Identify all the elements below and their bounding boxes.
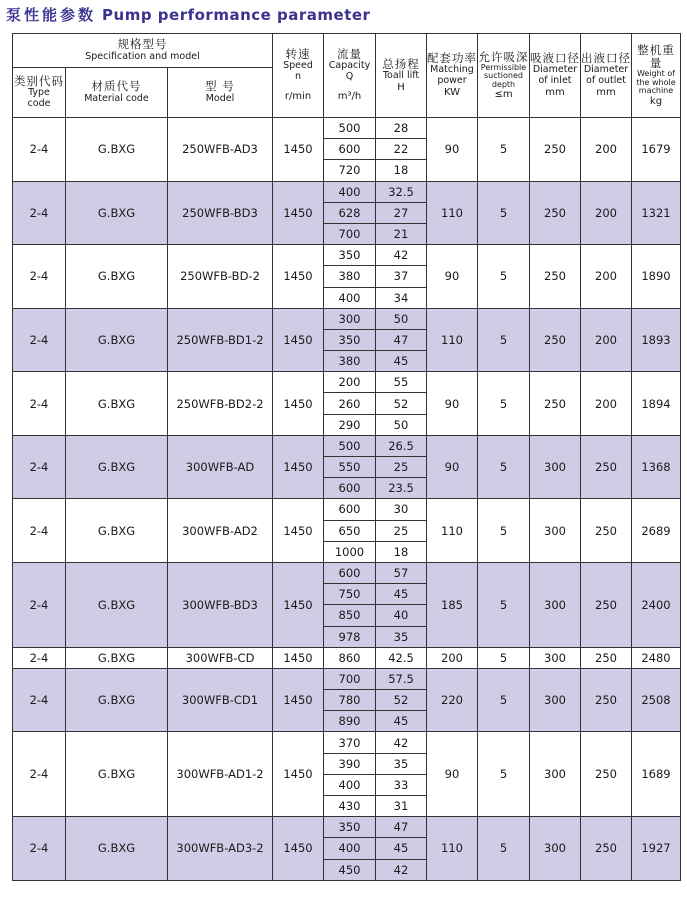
lift-cell: 18 xyxy=(376,541,427,562)
outlet-diameter-cell: 200 xyxy=(581,245,632,309)
capacity-cell: 700 xyxy=(324,668,376,689)
type-code-cell: 2-4 xyxy=(13,308,66,372)
type-code-cell: 2-4 xyxy=(13,372,66,436)
capacity-cell: 350 xyxy=(324,329,376,350)
pump-performance-table xyxy=(12,33,681,881)
header-row-1 xyxy=(13,34,681,68)
table-row xyxy=(13,732,681,753)
capacity-cell: 780 xyxy=(324,690,376,711)
weight-cell: 2400 xyxy=(632,562,681,647)
lift-cell: 35 xyxy=(376,753,427,774)
speed-cell: 1450 xyxy=(273,435,324,499)
capacity-cell: 260 xyxy=(324,393,376,414)
power-cell: 220 xyxy=(427,668,478,732)
suction-depth-cell: 5 xyxy=(478,308,530,372)
lift-cell: 47 xyxy=(376,817,427,838)
header-power: 配套功率 Matching power KW xyxy=(427,34,478,118)
model-cell: 250WFB-BD1-2 xyxy=(168,308,273,372)
outlet-diameter-cell: 250 xyxy=(581,562,632,647)
header-speed: 转速 Speed n r/min xyxy=(273,34,324,118)
lift-cell: 42 xyxy=(376,859,427,880)
suction-depth-cell: 5 xyxy=(478,732,530,817)
lift-cell: 52 xyxy=(376,690,427,711)
power-cell: 185 xyxy=(427,562,478,647)
header-spec: 规格型号 Specification and model xyxy=(13,34,273,68)
material-code-cell: G.BXG xyxy=(66,732,168,817)
lift-cell: 50 xyxy=(376,308,427,329)
weight-cell: 1893 xyxy=(632,308,681,372)
capacity-cell: 600 xyxy=(324,478,376,499)
lift-cell: 45 xyxy=(376,584,427,605)
type-code-cell: 2-4 xyxy=(13,118,66,182)
lift-cell: 34 xyxy=(376,287,427,308)
material-code-cell: G.BXG xyxy=(66,647,168,668)
capacity-cell: 350 xyxy=(324,245,376,266)
suction-depth-cell: 5 xyxy=(478,668,530,732)
outlet-diameter-cell: 250 xyxy=(581,499,632,563)
capacity-cell: 390 xyxy=(324,753,376,774)
speed-cell: 1450 xyxy=(273,118,324,182)
power-cell: 110 xyxy=(427,817,478,881)
lift-cell: 37 xyxy=(376,266,427,287)
capacity-cell: 600 xyxy=(324,139,376,160)
power-cell: 110 xyxy=(427,308,478,372)
material-code-cell: G.BXG xyxy=(66,562,168,647)
capacity-cell: 600 xyxy=(324,499,376,520)
header-type-code: 类别代码 Type code xyxy=(13,68,66,118)
type-code-cell: 2-4 xyxy=(13,435,66,499)
page-title xyxy=(6,4,370,26)
table-row xyxy=(13,181,681,202)
capacity-cell: 860 xyxy=(324,647,376,668)
model-cell: 300WFB-AD xyxy=(168,435,273,499)
lift-cell: 57.5 xyxy=(376,668,427,689)
lift-cell: 42 xyxy=(376,732,427,753)
power-cell: 200 xyxy=(427,647,478,668)
power-cell: 90 xyxy=(427,435,478,499)
lift-cell: 23.5 xyxy=(376,478,427,499)
speed-cell: 1450 xyxy=(273,372,324,436)
weight-cell: 1321 xyxy=(632,181,681,245)
inlet-diameter-cell: 300 xyxy=(530,562,581,647)
type-code-cell: 2-4 xyxy=(13,499,66,563)
weight-cell: 1890 xyxy=(632,245,681,309)
suction-depth-cell: 5 xyxy=(478,118,530,182)
table-row xyxy=(13,647,681,668)
capacity-cell: 1000 xyxy=(324,541,376,562)
model-cell: 250WFB-BD-2 xyxy=(168,245,273,309)
speed-cell: 1450 xyxy=(273,499,324,563)
inlet-diameter-cell: 300 xyxy=(530,647,581,668)
power-cell: 90 xyxy=(427,245,478,309)
capacity-cell: 750 xyxy=(324,584,376,605)
inlet-diameter-cell: 300 xyxy=(530,668,581,732)
inlet-diameter-cell: 250 xyxy=(530,372,581,436)
lift-cell: 33 xyxy=(376,774,427,795)
lift-cell: 25 xyxy=(376,457,427,478)
lift-cell: 28 xyxy=(376,118,427,139)
lift-cell: 45 xyxy=(376,351,427,372)
model-cell: 300WFB-BD3 xyxy=(168,562,273,647)
header-lift: 总扬程 Toall lift H xyxy=(376,34,427,118)
outlet-diameter-cell: 250 xyxy=(581,732,632,817)
material-code-cell: G.BXG xyxy=(66,181,168,245)
material-code-cell: G.BXG xyxy=(66,372,168,436)
speed-cell: 1450 xyxy=(273,245,324,309)
capacity-cell: 400 xyxy=(324,287,376,308)
outlet-diameter-cell: 250 xyxy=(581,647,632,668)
lift-cell: 50 xyxy=(376,414,427,435)
material-code-cell: G.BXG xyxy=(66,499,168,563)
power-cell: 110 xyxy=(427,181,478,245)
header-suction: 允许吸深 Permissible suctioned depth ≤m xyxy=(478,34,530,118)
capacity-cell: 350 xyxy=(324,817,376,838)
type-code-cell: 2-4 xyxy=(13,181,66,245)
table-row xyxy=(13,817,681,838)
suction-depth-cell: 5 xyxy=(478,647,530,668)
model-cell: 300WFB-CD1 xyxy=(168,668,273,732)
weight-cell: 2480 xyxy=(632,647,681,668)
capacity-cell: 550 xyxy=(324,457,376,478)
suction-depth-cell: 5 xyxy=(478,245,530,309)
speed-cell: 1450 xyxy=(273,562,324,647)
outlet-diameter-cell: 200 xyxy=(581,181,632,245)
capacity-cell: 290 xyxy=(324,414,376,435)
table-body xyxy=(13,118,681,881)
capacity-cell: 500 xyxy=(324,435,376,456)
type-code-cell: 2-4 xyxy=(13,817,66,881)
inlet-diameter-cell: 250 xyxy=(530,245,581,309)
type-code-cell: 2-4 xyxy=(13,245,66,309)
lift-cell: 45 xyxy=(376,711,427,732)
inlet-diameter-cell: 300 xyxy=(530,732,581,817)
title-cn: 泵性能参数 xyxy=(6,6,97,24)
power-cell: 90 xyxy=(427,372,478,436)
table-row xyxy=(13,245,681,266)
capacity-cell: 400 xyxy=(324,838,376,859)
power-cell: 110 xyxy=(427,499,478,563)
power-cell: 90 xyxy=(427,732,478,817)
capacity-cell: 400 xyxy=(324,181,376,202)
header-material: 材质代号 Material code xyxy=(66,68,168,118)
type-code-cell: 2-4 xyxy=(13,647,66,668)
model-cell: 300WFB-CD xyxy=(168,647,273,668)
weight-cell: 2689 xyxy=(632,499,681,563)
lift-cell: 31 xyxy=(376,796,427,817)
lift-cell: 21 xyxy=(376,223,427,244)
capacity-cell: 430 xyxy=(324,796,376,817)
lift-cell: 26.5 xyxy=(376,435,427,456)
material-code-cell: G.BXG xyxy=(66,435,168,499)
capacity-cell: 380 xyxy=(324,351,376,372)
capacity-cell: 720 xyxy=(324,160,376,181)
material-code-cell: G.BXG xyxy=(66,817,168,881)
power-cell: 90 xyxy=(427,118,478,182)
suction-depth-cell: 5 xyxy=(478,372,530,436)
lift-cell: 52 xyxy=(376,393,427,414)
material-code-cell: G.BXG xyxy=(66,118,168,182)
model-cell: 250WFB-AD3 xyxy=(168,118,273,182)
speed-cell: 1450 xyxy=(273,732,324,817)
speed-cell: 1450 xyxy=(273,647,324,668)
material-code-cell: G.BXG xyxy=(66,668,168,732)
speed-cell: 1450 xyxy=(273,668,324,732)
speed-cell: 1450 xyxy=(273,308,324,372)
capacity-cell: 850 xyxy=(324,605,376,626)
suction-depth-cell: 5 xyxy=(478,817,530,881)
inlet-diameter-cell: 250 xyxy=(530,181,581,245)
lift-cell: 47 xyxy=(376,329,427,350)
inlet-diameter-cell: 300 xyxy=(530,817,581,881)
capacity-cell: 370 xyxy=(324,732,376,753)
outlet-diameter-cell: 200 xyxy=(581,308,632,372)
table-row xyxy=(13,668,681,689)
header-weight: 整机重量 Weight of the whole machine kg xyxy=(632,34,681,118)
weight-cell: 1894 xyxy=(632,372,681,436)
type-code-cell: 2-4 xyxy=(13,562,66,647)
lift-cell: 40 xyxy=(376,605,427,626)
lift-cell: 27 xyxy=(376,202,427,223)
header-inlet: 吸液口径 Diameter of inlet mm xyxy=(530,34,581,118)
capacity-cell: 628 xyxy=(324,202,376,223)
inlet-diameter-cell: 250 xyxy=(530,308,581,372)
inlet-diameter-cell: 250 xyxy=(530,118,581,182)
capacity-cell: 450 xyxy=(324,859,376,880)
lift-cell: 32.5 xyxy=(376,181,427,202)
lift-cell: 42 xyxy=(376,245,427,266)
table-row xyxy=(13,372,681,393)
header-model: 型 号 Model xyxy=(168,68,273,118)
weight-cell: 1927 xyxy=(632,817,681,881)
suction-depth-cell: 5 xyxy=(478,181,530,245)
lift-cell: 42.5 xyxy=(376,647,427,668)
lift-cell: 55 xyxy=(376,372,427,393)
lift-cell: 57 xyxy=(376,562,427,583)
lift-cell: 18 xyxy=(376,160,427,181)
material-code-cell: G.BXG xyxy=(66,308,168,372)
title-en: Pump performance parameter xyxy=(102,6,371,24)
lift-cell: 25 xyxy=(376,520,427,541)
speed-cell: 1450 xyxy=(273,817,324,881)
outlet-diameter-cell: 200 xyxy=(581,372,632,436)
table-row xyxy=(13,118,681,139)
outlet-diameter-cell: 250 xyxy=(581,668,632,732)
table-row xyxy=(13,308,681,329)
capacity-cell: 300 xyxy=(324,308,376,329)
capacity-cell: 978 xyxy=(324,626,376,647)
weight-cell: 1368 xyxy=(632,435,681,499)
type-code-cell: 2-4 xyxy=(13,732,66,817)
capacity-cell: 700 xyxy=(324,223,376,244)
weight-cell: 1679 xyxy=(632,118,681,182)
suction-depth-cell: 5 xyxy=(478,435,530,499)
table-row xyxy=(13,562,681,583)
capacity-cell: 400 xyxy=(324,774,376,795)
model-cell: 250WFB-BD3 xyxy=(168,181,273,245)
model-cell: 300WFB-AD3-2 xyxy=(168,817,273,881)
header-outlet: 出液口径 Diameter of outlet mm xyxy=(581,34,632,118)
weight-cell: 1689 xyxy=(632,732,681,817)
capacity-cell: 650 xyxy=(324,520,376,541)
model-cell: 250WFB-BD2-2 xyxy=(168,372,273,436)
suction-depth-cell: 5 xyxy=(478,499,530,563)
inlet-diameter-cell: 300 xyxy=(530,435,581,499)
outlet-diameter-cell: 250 xyxy=(581,817,632,881)
lift-cell: 35 xyxy=(376,626,427,647)
type-code-cell: 2-4 xyxy=(13,668,66,732)
material-code-cell: G.BXG xyxy=(66,245,168,309)
capacity-cell: 200 xyxy=(324,372,376,393)
table-row xyxy=(13,435,681,456)
inlet-diameter-cell: 300 xyxy=(530,499,581,563)
speed-cell: 1450 xyxy=(273,181,324,245)
weight-cell: 2508 xyxy=(632,668,681,732)
lift-cell: 22 xyxy=(376,139,427,160)
model-cell: 300WFB-AD1-2 xyxy=(168,732,273,817)
model-cell: 300WFB-AD2 xyxy=(168,499,273,563)
outlet-diameter-cell: 250 xyxy=(581,435,632,499)
lift-cell: 45 xyxy=(376,838,427,859)
suction-depth-cell: 5 xyxy=(478,562,530,647)
capacity-cell: 890 xyxy=(324,711,376,732)
outlet-diameter-cell: 200 xyxy=(581,118,632,182)
capacity-cell: 500 xyxy=(324,118,376,139)
header-capacity: 流量 Capacity Q m³/h xyxy=(324,34,376,118)
capacity-cell: 600 xyxy=(324,562,376,583)
table-row xyxy=(13,499,681,520)
capacity-cell: 380 xyxy=(324,266,376,287)
lift-cell: 30 xyxy=(376,499,427,520)
